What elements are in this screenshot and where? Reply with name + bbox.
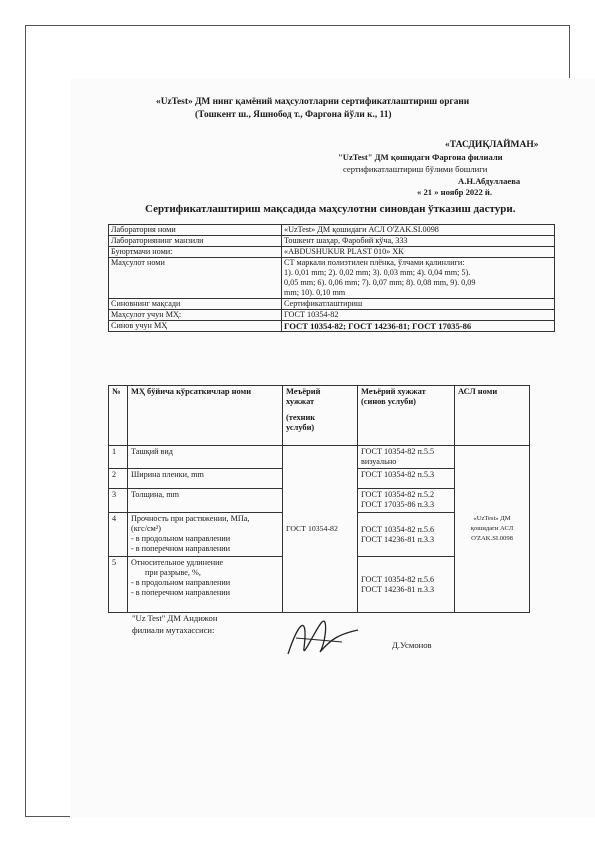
info-label: Синов учун МҲ [109, 321, 282, 332]
method-line: ГОСТ 10354-82 п.5.6 [361, 524, 435, 534]
product-line: 0,05 mm; 6). 0,06 mm; 7). 0,07 mm; 8). 0,08 mm, 9). 0,09 [284, 278, 476, 287]
product-line: СТ маркали полиэтилен плёнка, ўлчами қалинлиги: [284, 258, 465, 267]
indicator-line: (кгс/см²) [131, 524, 161, 533]
approval-line-1: "UzTest" ДМ қошидаги Фаргона филиали [338, 152, 503, 162]
info-label: Маҳсулот учун МҲ: [109, 310, 282, 321]
indicator-line: Ширина пленки, mm [131, 470, 204, 479]
product-line: mm; 10). 0,10 mm [284, 288, 346, 297]
footer-line-2: филиали мутахассиси: [132, 625, 215, 635]
indicator-name [128, 469, 283, 489]
lab-line: O'ZAK.SI.0098 [471, 535, 513, 542]
info-row [109, 247, 555, 258]
method-line: ГОСТ 14236-81 п.3.3 [361, 534, 435, 544]
indicator-line: Прочность при растяжении, МПа, [131, 514, 250, 523]
indicator-line: - в продольном направлении [131, 534, 231, 543]
info-row [109, 236, 555, 247]
method-line: ГОСТ 10354-82 п.5.2 [361, 490, 435, 499]
col-header-text: (синов услуби) [361, 397, 416, 406]
col-header-text: Меъёрий хужжат [361, 387, 426, 396]
info-row [109, 258, 555, 299]
info-label: Синовнинг мақсади [109, 299, 282, 310]
approval-line-2: сертификатлаштириш бўлими бошлиги [343, 164, 488, 174]
info-value: «ABDUSHUKUR PLAST 010» ХК [282, 247, 555, 258]
indicator-line: - в поперечном направлении [131, 588, 231, 597]
document-title: Сертификатлаштириш мақсадида маҳсулотни синовдан ўтказиш дастури. [145, 203, 516, 215]
info-value-product [282, 258, 555, 299]
info-row [109, 299, 555, 310]
test-method [358, 557, 455, 613]
col-header-text: хужжат [286, 397, 315, 406]
test-method [358, 489, 455, 513]
info-label: Лабораториянинг манзили [109, 236, 282, 247]
method-line: ГОСТ 10354-82 п.5.3 [361, 470, 435, 479]
indicator-name [128, 513, 283, 557]
info-label: Буюртмачи номи: [109, 247, 282, 258]
row-number: 1 [109, 446, 128, 469]
col-header-indicator: МҲ бўйича кўрсаткичлар номи [128, 386, 283, 446]
info-value: ГОСТ 10354-82; ГОСТ 14236-81; ГОСТ 17035-86 [282, 321, 555, 332]
row-number: 3 [109, 489, 128, 513]
indicator-line: Ташқий вид [131, 447, 173, 456]
normative-doc-common: ГОСТ 10354-82 [283, 446, 358, 613]
method-line: визуально [361, 457, 397, 466]
row-number: 5 [109, 557, 128, 613]
indicator-line: - в продольном направлении [131, 578, 231, 587]
approval-title: «ТАСДИҚЛАЙМАН» [445, 140, 539, 150]
info-row [109, 310, 555, 321]
method-line: ГОСТ 10354-82 п.5.6 [361, 574, 435, 584]
info-label: Лаборатория номи [109, 225, 282, 236]
lab-line: қошидаги АСЛ [470, 525, 514, 532]
row-number: 2 [109, 469, 128, 489]
info-value: Сертификатлаштириш [282, 299, 555, 310]
indicator-name [128, 446, 283, 469]
col-header-text: (техник [286, 413, 316, 422]
header-line-2: (Тошкент ш., Яшнобод т., Фаргона йўли к., 11) [195, 110, 392, 120]
footer-line-1: "Uz Test" ДМ Андижон [132, 613, 218, 623]
lab-line: «UzTest» ДМ [473, 515, 511, 522]
indicator-line: - в поперечном направлении [131, 544, 231, 553]
info-value: ГОСТ 10354-82 [282, 310, 555, 321]
footer-name: Д.Усмонов [392, 640, 432, 650]
indicator-name [128, 489, 283, 513]
col-header-text: услуби) [286, 423, 315, 432]
col-header-text: Меъёрий [286, 387, 321, 396]
info-value: Тошкент шаҳар, Фаробий кўча, 333 [282, 236, 555, 247]
header-line-1: «UzTest» ДМ нинг қамёний маҳсулотларни сертификатлаштириш органи [156, 97, 470, 107]
approval-date: « 21 » ноябр 2022 й. [417, 187, 493, 197]
test-method [358, 513, 455, 557]
method-line: ГОСТ 14236-81 п.3.3 [361, 584, 435, 594]
test-method [358, 469, 455, 489]
signature-scribble [282, 608, 362, 664]
info-value: «UzTest» ДМ қошидаги АСЛ O'ZAK.SI.0098 [282, 225, 555, 236]
lab-name-common [455, 446, 530, 613]
product-line: 1). 0,01 mm; 2). 0,02 mm; 3). 0,03 mm; 4). 0,04 mm; 5). [284, 268, 471, 277]
indicator-line: Относительное удлинение [131, 558, 224, 567]
indicator-line: Толщина, mm [131, 490, 179, 499]
method-line: ГОСТ 17035-86 п.3.3 [361, 500, 435, 509]
col-header-no: № [109, 386, 128, 446]
info-row [109, 225, 555, 236]
info-table [108, 224, 555, 332]
col-header-normative-doc [283, 386, 358, 446]
info-label: Маҳсулот номи [109, 258, 282, 299]
test-method [358, 446, 455, 469]
indicator-line: при разрыве, %, [145, 568, 201, 577]
row-number: 4 [109, 513, 128, 557]
indicator-name [128, 557, 283, 613]
method-line: ГОСТ 10354-82 п.5.5 [361, 447, 435, 456]
table-row [109, 446, 530, 469]
col-header-test-method [358, 386, 455, 446]
col-header-lab: АСЛ номи [455, 386, 530, 446]
approval-name: А.Н.Абдуллаева [458, 176, 521, 186]
test-program-table [108, 385, 530, 613]
table-header-row [109, 386, 530, 446]
info-row [109, 321, 555, 332]
